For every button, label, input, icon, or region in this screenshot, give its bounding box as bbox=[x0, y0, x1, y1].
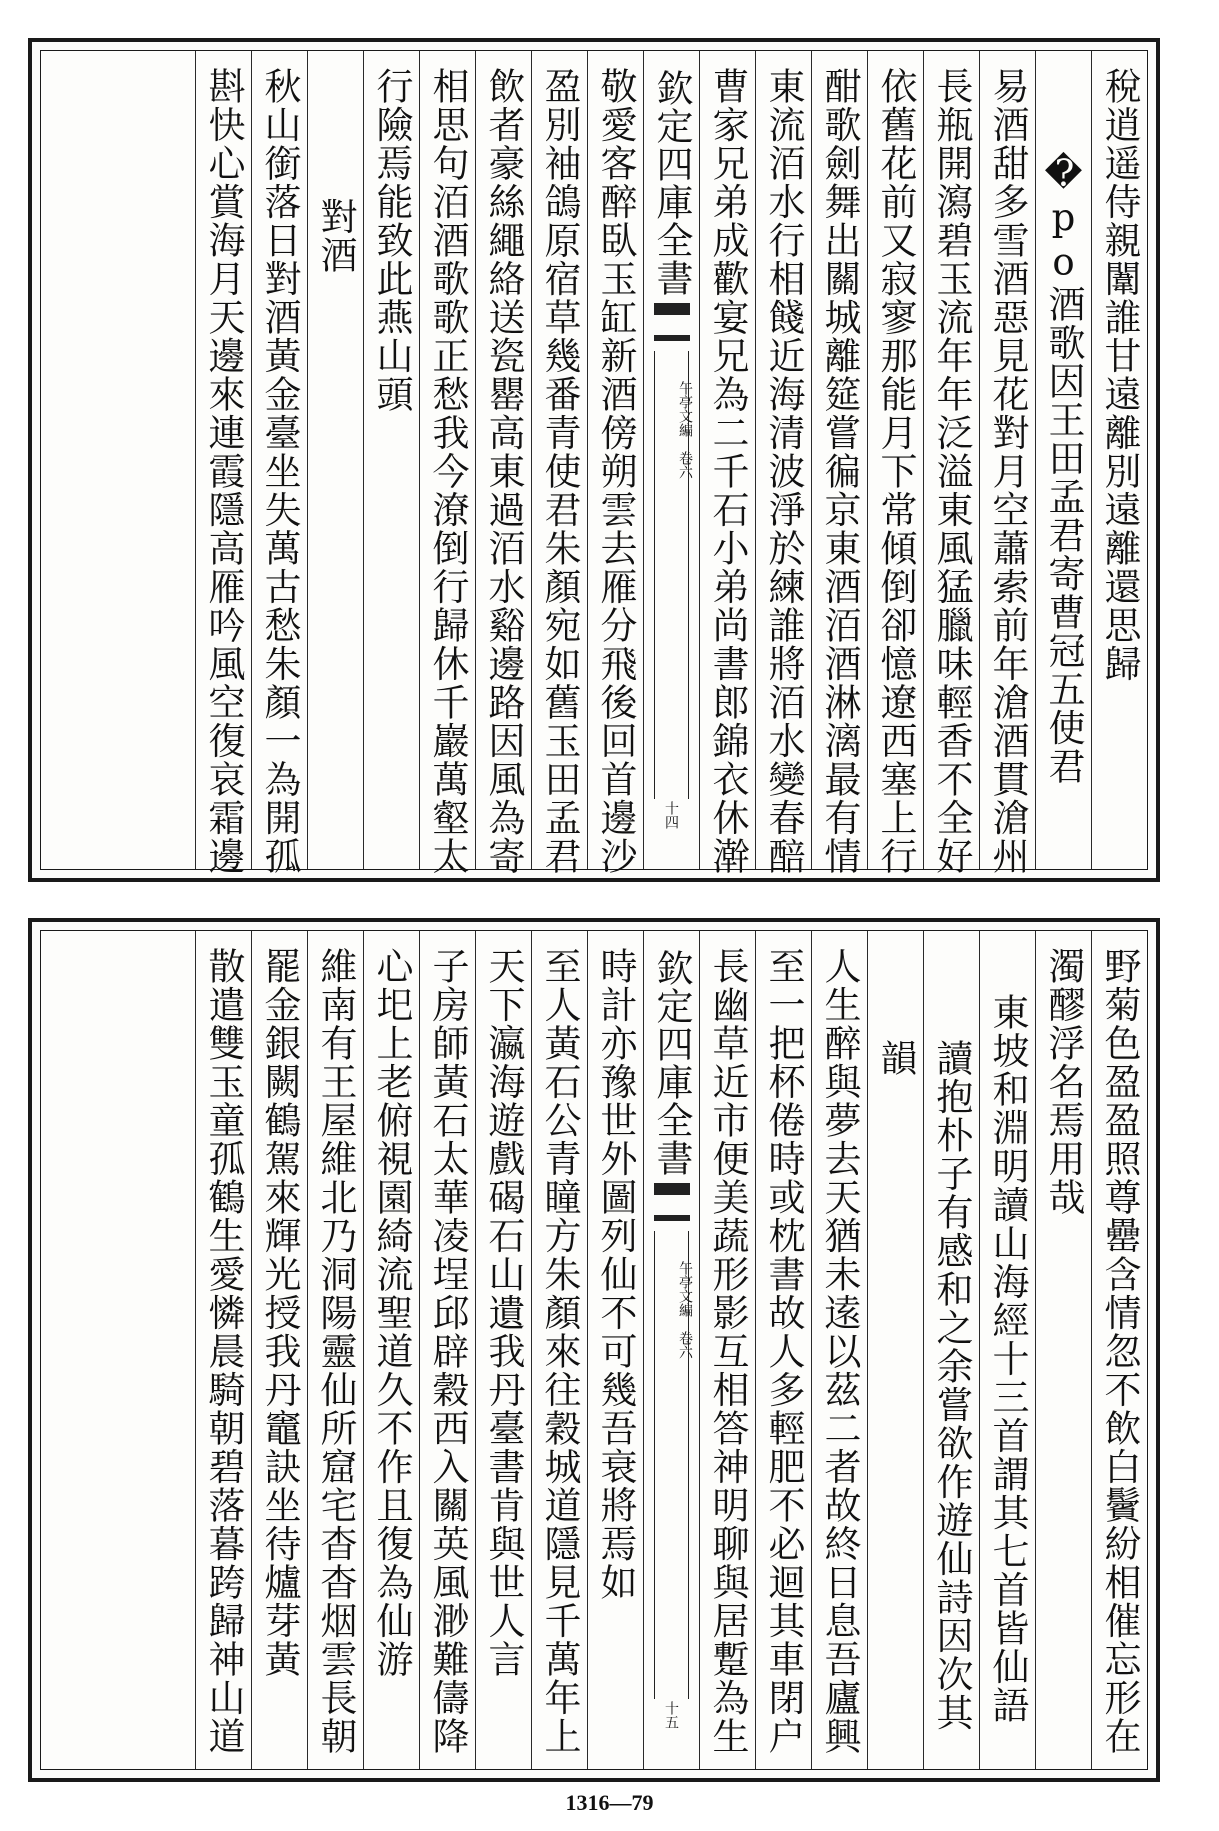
text-column: 野菊色盈盈照尊罍含情忽不飲白鬢紛相催忘形在 bbox=[1091, 931, 1147, 1769]
gutter-title: 欽定四庫全書 bbox=[650, 949, 693, 1177]
text-column: 盈別袖鴿原宿草幾番青使君朱顏宛如舊玉田孟君 bbox=[531, 51, 587, 869]
text-column: 依舊花前又寂寥那能月下常傾倒卻憶遼西塞上行 bbox=[867, 51, 923, 869]
poem-title: 對酒 bbox=[307, 51, 363, 869]
text-column: 至人黃石公青瞳方朱顏來往穀城道隱見千萬年上 bbox=[531, 931, 587, 1769]
poem-title: 東坡和淵明讀山海經十三首謂其七首皆仙語 bbox=[979, 931, 1035, 1769]
text-column: 飲者豪絲繩絡送瓷罌高東過洦水谿邊路因風為寄 bbox=[475, 51, 531, 869]
text-column: 子房師黃石太華凌埕邱辟穀西入關英風渺難儔降 bbox=[419, 931, 475, 1769]
text-column: 斟快心賞海月天邊來連霞隱高雁吟風空復哀霜邊 bbox=[195, 51, 251, 869]
gutter-title: 欽定四庫全書 bbox=[650, 69, 693, 297]
text-column: 稅逍遥侍親闈誰甘遠離別遠離還思歸 bbox=[1091, 51, 1147, 869]
text-column: 酣歌劍舞出關城離筵嘗徧京東酒洦酒淋漓最有情 bbox=[811, 51, 867, 869]
text-column: 維南有王屋維北乃洞陽靈仙所窟宅杳杳烟雲長朝 bbox=[307, 931, 363, 1769]
gutter-book-info: 午亭文編 卷六 bbox=[677, 1261, 693, 1359]
center-gutter bbox=[643, 931, 699, 1769]
fish-tail-mark bbox=[654, 1183, 690, 1195]
gutter-page-number: 十四 bbox=[663, 801, 679, 829]
text-column: 時計亦豫世外圖列仙不可幾吾衰將焉如 bbox=[587, 931, 643, 1769]
text-column: �po酒歌因王田孟君寄曹冠五使君 bbox=[1035, 51, 1091, 869]
bottom-page bbox=[28, 918, 1160, 1782]
text-column: 人生醉與夢去天猶未逺以茲二者故終日息吾廬興 bbox=[811, 931, 867, 1769]
text-column: 曹家兄弟成歡宴兄為二千石小弟尚書郎錦衣休澣 bbox=[699, 51, 755, 869]
text-column: 濁醪浮名焉用哉 bbox=[1035, 931, 1091, 1769]
fish-tail-mark bbox=[654, 335, 690, 341]
fish-tail-mark bbox=[654, 1215, 690, 1221]
text-column: 至一把杯倦時或枕書故人多輕肥不必迴其車閉户 bbox=[755, 931, 811, 1769]
top-page bbox=[28, 38, 1160, 882]
text-column: 相思句洦酒歌歌正愁我今潦倒行歸休千巖萬壑太 bbox=[419, 51, 475, 869]
center-gutter bbox=[643, 51, 699, 869]
poem-title: 讀抱朴子有感和之余嘗欲作遊仙詩因次其 bbox=[923, 931, 979, 1769]
text-column: 易酒甜多雪酒惡見花對月空蕭索前年滄酒貫滄州 bbox=[979, 51, 1035, 869]
fish-tail-mark bbox=[654, 303, 690, 315]
top-text-frame bbox=[40, 50, 1148, 876]
poem-title: 韻 bbox=[867, 931, 923, 1769]
text-column: 東流洦水行相餞近海清波淨於練誰將洦水變春醅 bbox=[755, 51, 811, 869]
text-column: 罷金銀闕鶴駕來輝光授我丹竈訣坐待爐芽黃 bbox=[251, 931, 307, 1769]
bottom-text-frame bbox=[40, 930, 1148, 1770]
text-column: 秋山銜落日對酒黃金臺坐失萬古愁朱顏一為開孤 bbox=[251, 51, 307, 869]
text-column: 敬愛客醉臥玉缸新酒傍朔雲去雁分飛後回首邊沙 bbox=[587, 51, 643, 869]
text-column: 散遣雙玉童孤鶴生愛憐晨騎朝碧落暮跨歸神山道 bbox=[195, 931, 251, 1769]
gutter-page-number: 十五 bbox=[663, 1701, 679, 1729]
text-column: 長幽草近市便美蔬形影互相答神明聊與居蹔為生 bbox=[699, 931, 755, 1769]
text-column: 心圯上老俯視園綺流聖道久不作且復為仙游 bbox=[363, 931, 419, 1769]
gutter-book-info: 午亭文編 卷六 bbox=[677, 381, 693, 479]
text-column: 行險焉能致此燕山頭 bbox=[363, 51, 419, 869]
page-footer-number: 1316—79 bbox=[565, 1790, 654, 1815]
text-column: 長瓶開瀉碧玉流年年泛溢東風猛臘味輕香不全好 bbox=[923, 51, 979, 869]
text-column: 天下瀛海遊戲碣石山遺我丹臺書肯與世人言 bbox=[475, 931, 531, 1769]
